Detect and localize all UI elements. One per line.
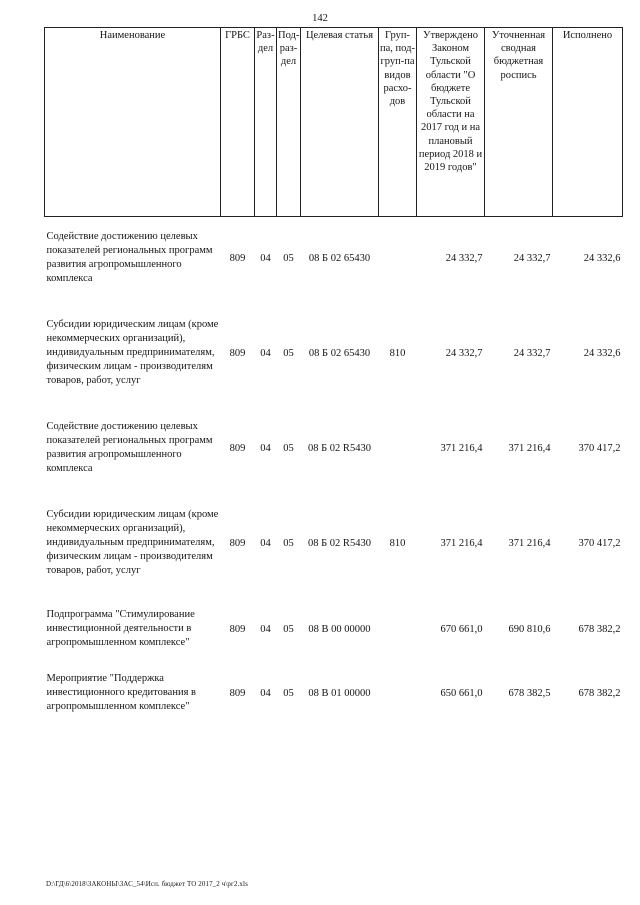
header-approved: Утверждено Законом Тульской области "О бюджете Тульской области на 2017 год и на плановый период 2018 и 2019 годов" <box>417 28 485 217</box>
row-grbs: 809 <box>229 687 246 699</box>
row-name: Мероприятие "Поддержка инвестиционного кредитования в агропромышленном комплексе" <box>46 673 196 712</box>
header-target: Целевая статья <box>301 28 379 217</box>
table-row <box>45 407 623 489</box>
row-approved: 650 661,0 <box>440 687 483 699</box>
table-row <box>45 597 623 661</box>
row-target: 08 Б 02 65430 <box>308 252 371 264</box>
row-approved: 371 216,4 <box>440 537 483 549</box>
row-name: Содействие достижению целевых показателей региональных программ развития агропромышленного комплекса <box>46 231 213 284</box>
header-name: Наименование <box>45 28 221 217</box>
header-subsection: Под-раз-дел <box>277 28 301 217</box>
table-row <box>45 217 623 300</box>
file-path-footer: D:\ГД\6\2018\ЗАКОНЫ\ЗАС_54\Исп. бюджет ТО 2017_2 ч\рг2.xls <box>46 880 248 888</box>
budget-table <box>44 27 623 725</box>
row-subsection: 05 <box>283 623 294 635</box>
row-approved: 24 332,7 <box>445 347 483 359</box>
header-group: Груп-па, под-груп-па видов расхо-дов <box>379 28 417 217</box>
row-target: 08 Б 02 R5430 <box>308 537 371 549</box>
row-grbs: 809 <box>229 347 246 359</box>
row-target: 08 В 01 00000 <box>308 687 371 699</box>
header-grbs: ГРБС <box>221 28 255 217</box>
row-section: 04 <box>260 347 271 359</box>
table-row <box>45 489 623 597</box>
row-refined: 24 332,7 <box>513 347 551 359</box>
row-subsection: 05 <box>283 442 294 454</box>
row-executed: 370 417,2 <box>578 537 621 549</box>
row-executed: 370 417,2 <box>578 442 621 454</box>
row-section: 04 <box>260 687 271 699</box>
row-group <box>379 661 417 725</box>
row-refined: 678 382,5 <box>508 687 551 699</box>
row-section: 04 <box>260 252 271 264</box>
row-executed: 678 382,2 <box>578 623 621 635</box>
row-group <box>379 217 417 300</box>
header-section: Раз-дел <box>255 28 277 217</box>
row-name: Субсидии юридическим лицам (кроме некоммерческих организаций), индивидуальным предпринимателям, физическим лицам - производителям товаров, работ, услуг <box>46 319 219 386</box>
row-section: 04 <box>260 623 271 635</box>
row-name: Содействие достижению целевых показателей региональных программ развития агропромышленного комплекса <box>46 421 213 474</box>
page-number: 142 <box>312 13 328 24</box>
row-refined: 690 810,6 <box>508 623 551 635</box>
row-section: 04 <box>260 537 271 549</box>
row-refined: 371 216,4 <box>508 442 551 454</box>
row-target: 08 Б 02 65430 <box>308 347 371 359</box>
row-group: 810 <box>389 347 406 359</box>
row-refined: 371 216,4 <box>508 537 551 549</box>
row-refined: 24 332,7 <box>513 252 551 264</box>
header-refined: Уточненная сводная бюджетная роспись <box>485 28 553 217</box>
row-executed: 678 382,2 <box>578 687 621 699</box>
row-target: 08 В 00 00000 <box>308 623 371 635</box>
row-executed: 24 332,6 <box>583 347 621 359</box>
table-row <box>45 661 623 725</box>
row-executed: 24 332,6 <box>583 252 621 264</box>
header-row <box>45 28 623 217</box>
row-grbs: 809 <box>229 623 246 635</box>
row-subsection: 05 <box>283 347 294 359</box>
row-group <box>379 407 417 489</box>
row-section: 04 <box>260 442 271 454</box>
row-name: Подпрограмма "Стимулирование инвестиционной деятельности в агропромышленном комплексе" <box>46 609 195 648</box>
row-grbs: 809 <box>229 537 246 549</box>
row-approved: 24 332,7 <box>445 252 483 264</box>
table-row <box>45 299 623 407</box>
row-approved: 670 661,0 <box>440 623 483 635</box>
row-approved: 371 216,4 <box>440 442 483 454</box>
row-subsection: 05 <box>283 687 294 699</box>
row-subsection: 05 <box>283 537 294 549</box>
header-executed: Исполнено <box>553 28 623 217</box>
row-target: 08 Б 02 R5430 <box>308 442 371 454</box>
row-grbs: 809 <box>229 252 246 264</box>
row-name: Субсидии юридическим лицам (кроме некоммерческих организаций), индивидуальным предпринимателям, физическим лицам - производителям товаров, работ, услуг <box>46 509 219 576</box>
row-group <box>379 597 417 661</box>
row-subsection: 05 <box>283 252 294 264</box>
row-grbs: 809 <box>229 442 246 454</box>
row-group: 810 <box>389 537 406 549</box>
